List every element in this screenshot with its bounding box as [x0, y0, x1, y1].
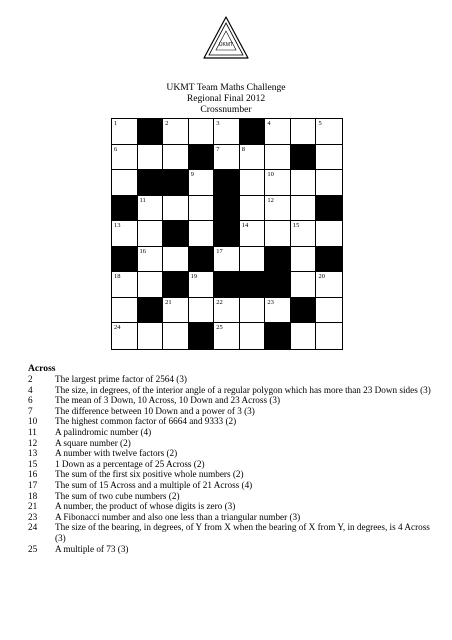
grid-cell[interactable]: [240, 145, 266, 171]
across-heading: Across: [28, 363, 56, 374]
cell-number: 5: [318, 120, 322, 127]
clue-text: A square number (2): [55, 437, 131, 448]
clue-text: A number, the product of whose digits is zero (3): [55, 501, 236, 512]
grid-cell[interactable]: [214, 119, 240, 145]
grid-cell-black: [240, 272, 266, 298]
clue-number: 25: [28, 543, 38, 554]
grid-cell[interactable]: [138, 196, 164, 222]
challenge-title: UKMT Team Maths Challenge: [166, 82, 286, 93]
cell-number: 6: [114, 145, 118, 153]
grid-cell[interactable]: [316, 221, 342, 247]
grid-cell[interactable]: [163, 145, 189, 171]
cell-number: 1: [114, 120, 118, 127]
clue-item: [28, 491, 438, 502]
clue-item: [28, 522, 438, 543]
grid-cell[interactable]: [163, 323, 189, 349]
grid-cell-black: [112, 196, 138, 222]
clue-text: A multiple of 73 (3): [55, 543, 129, 554]
grid-cell-black: [316, 247, 342, 273]
clue-number: 12: [28, 437, 38, 448]
grid-cell[interactable]: [163, 298, 189, 324]
grid-cell[interactable]: [138, 221, 164, 247]
grid-cell[interactable]: [112, 170, 138, 196]
clue-item: [28, 406, 438, 417]
clue-number: 21: [28, 501, 38, 512]
grid-cell-black: [138, 170, 164, 196]
grid-cell-black: [265, 247, 291, 273]
clue-text: The highest common factor of 6664 and 9333 (2): [55, 416, 237, 427]
grid-cell[interactable]: [112, 221, 138, 247]
grid-cell[interactable]: [265, 119, 291, 145]
grid-cell[interactable]: [189, 298, 215, 324]
grid-cell[interactable]: [265, 145, 291, 171]
grid-cell-black: [265, 272, 291, 298]
grid-cell[interactable]: [189, 170, 215, 196]
clue-text: The size, in degrees, of the interior angle of a regular polygon which has more than 23 Down sides (3): [55, 384, 431, 395]
cell-number: 25: [216, 324, 223, 332]
clue-item: [28, 438, 438, 449]
grid-cell[interactable]: [189, 221, 215, 247]
grid-cell[interactable]: [138, 145, 164, 171]
grid-cell[interactable]: [265, 298, 291, 324]
cell-number: 4: [267, 120, 271, 127]
grid-cell[interactable]: [291, 221, 317, 247]
grid-cell[interactable]: [316, 119, 342, 145]
cell-number: 9: [190, 171, 194, 179]
cell-number: 8: [241, 145, 246, 153]
event-title: Regional Final 2012: [186, 93, 266, 104]
clue-number: 6: [28, 395, 33, 406]
clue-text: The sum of 15 Across and a multiple of 21 Across (4): [55, 479, 253, 490]
grid-cell[interactable]: [112, 323, 138, 349]
grid-cell-black: [265, 323, 291, 349]
cell-number: 17: [216, 247, 223, 255]
clue-number: 23: [28, 511, 38, 522]
clue-text: The sum of the first six positive whole numbers (2): [55, 469, 244, 480]
grid-cell-black: [189, 145, 215, 171]
ukmt-logo: [201, 14, 251, 64]
clue-item: [28, 501, 438, 512]
clue-text: A number with twelve factors (2): [55, 448, 178, 459]
grid-cell[interactable]: [112, 298, 138, 324]
clues-section: [28, 363, 438, 554]
clue-number: 18: [28, 490, 38, 501]
grid-cell[interactable]: [214, 298, 240, 324]
grid-cell[interactable]: [240, 323, 266, 349]
cell-number: 2: [165, 120, 169, 127]
clue-text: 1 Down as a percentage of 25 Across (2): [55, 458, 205, 469]
cell-number: 21: [165, 298, 172, 306]
grid-cell[interactable]: [316, 272, 342, 298]
grid-cell[interactable]: [163, 119, 189, 145]
clue-number: 10: [28, 416, 38, 427]
grid-cell[interactable]: [240, 298, 266, 324]
clue-item: [28, 427, 438, 438]
grid-cell[interactable]: [265, 170, 291, 196]
clue-number: 7: [28, 405, 33, 416]
cell-number: 15: [292, 222, 300, 230]
cell-number: 3: [216, 120, 220, 127]
grid-cell-black: [189, 247, 215, 273]
clue-item: [28, 385, 438, 396]
across-clue-list: [28, 374, 438, 554]
cell-number: 23: [267, 298, 274, 306]
grid-cell-black: [214, 196, 240, 222]
clue-number: 11: [28, 426, 37, 437]
grid-cell[interactable]: [316, 145, 342, 171]
grid-cell-black: [214, 221, 240, 247]
cell-number: 11: [139, 196, 146, 204]
clue-item: [28, 480, 438, 491]
grid-cell-black: [163, 170, 189, 196]
grid-cell[interactable]: [316, 298, 342, 324]
grid-cell[interactable]: [214, 145, 240, 171]
grid-cell-black: [214, 272, 240, 298]
clue-text: The sum of two cube numbers (2): [55, 490, 180, 501]
clue-item: [28, 448, 438, 459]
clue-number: 15: [28, 458, 38, 469]
grid-cell[interactable]: [291, 119, 317, 145]
clue-text: The mean of 3 Down, 10 Across, 10 Down and 23 Across (3): [55, 395, 281, 406]
clue-text: The difference between 10 Down and a power of 3 (3): [55, 405, 255, 416]
grid-cell-black: [316, 196, 342, 222]
grid-cell[interactable]: [112, 145, 138, 171]
grid-cell[interactable]: [265, 196, 291, 222]
clue-item: [28, 416, 438, 427]
crossnumber-grid: [111, 118, 343, 350]
grid-cell[interactable]: [112, 119, 138, 145]
clue-text: The largest prime factor of 2564 (3): [55, 374, 187, 384]
clue-item: [28, 469, 438, 480]
grid-cell-black: [240, 119, 266, 145]
cell-number: 7: [216, 145, 220, 153]
puzzle-title: Crossnumber: [200, 104, 252, 115]
cell-number: 22: [216, 298, 223, 306]
clue-number: 4: [28, 384, 33, 395]
grid-cell[interactable]: [291, 196, 317, 222]
grid-cell[interactable]: [316, 170, 342, 196]
grid-cell[interactable]: [214, 323, 240, 349]
clue-item: [28, 512, 438, 523]
cell-number: 13: [114, 222, 121, 230]
grid-cell-black: [214, 170, 240, 196]
grid-cell-black: [291, 145, 317, 171]
clue-item: [28, 395, 438, 406]
svg-text:UKMT: UKMT: [218, 42, 234, 48]
clue-item: [28, 459, 438, 470]
grid-cell[interactable]: [189, 272, 215, 298]
cell-number: 10: [267, 171, 274, 179]
cell-number: 14: [241, 222, 249, 230]
grid-cell[interactable]: [265, 221, 291, 247]
grid-cell[interactable]: [240, 221, 266, 247]
grid-cell[interactable]: [163, 247, 189, 273]
grid-cell-black: [112, 247, 138, 273]
grid-cell[interactable]: [291, 170, 317, 196]
cell-number: 18: [114, 273, 121, 281]
clue-text: A palindromic number (4): [55, 426, 152, 437]
grid-cell[interactable]: [112, 272, 138, 298]
grid-cell[interactable]: [189, 196, 215, 222]
clue-number: 2: [28, 374, 33, 384]
grid-cell[interactable]: [163, 196, 189, 222]
grid-cell-black: [163, 272, 189, 298]
grid-cell-black: [291, 298, 317, 324]
cell-number: 19: [190, 273, 198, 281]
grid-cell[interactable]: [138, 247, 164, 273]
clue-item: [28, 544, 438, 555]
clue-number: 13: [28, 448, 38, 459]
grid-cell[interactable]: [316, 323, 342, 349]
clue-text: The size of the bearing, in degrees, of Y from X when the bearing of X from Y, in degrees, is 4 Across (3): [55, 522, 430, 543]
cell-number: 20: [318, 273, 325, 281]
clue-number: 24: [28, 522, 38, 533]
cell-number: 12: [267, 196, 274, 204]
grid-cell[interactable]: [214, 247, 240, 273]
grid-cell-black: [189, 323, 215, 349]
clue-item: [28, 374, 438, 385]
grid-cell-black: [138, 119, 164, 145]
grid-cell-black: [163, 221, 189, 247]
grid-cell[interactable]: [291, 323, 317, 349]
cell-number: 24: [114, 324, 121, 332]
clue-number: 17: [28, 479, 38, 490]
grid-cell-black: [138, 298, 164, 324]
grid-cell[interactable]: [138, 272, 164, 298]
grid-cell[interactable]: [240, 196, 266, 222]
clue-number: 16: [28, 469, 38, 480]
grid-cell[interactable]: [291, 247, 317, 273]
grid-cell[interactable]: [291, 272, 317, 298]
grid-cell[interactable]: [138, 323, 164, 349]
clue-text: A Fibonacci number and also one less than a triangular number (3): [55, 511, 301, 522]
grid-cell[interactable]: [240, 247, 266, 273]
grid-cell[interactable]: [240, 170, 266, 196]
grid-cell[interactable]: [189, 119, 215, 145]
cell-number: 16: [139, 247, 147, 255]
